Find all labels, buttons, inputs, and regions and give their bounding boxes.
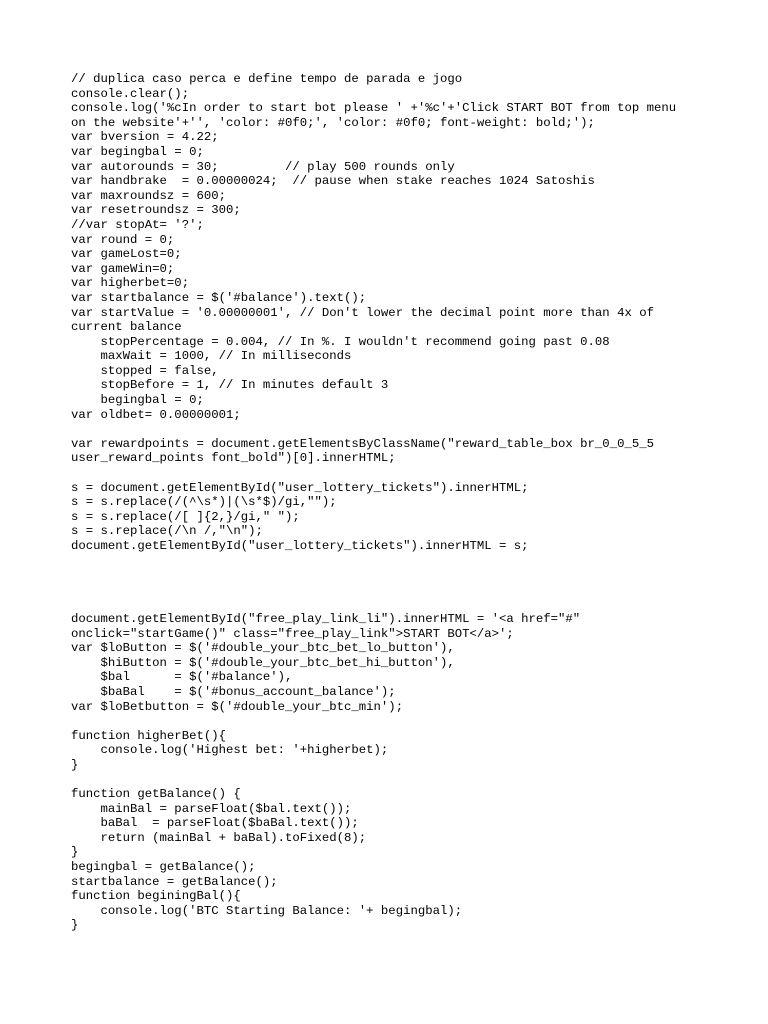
code-line [71,554,731,569]
code-line: stopped = false, [71,363,219,378]
code-line: function higherBet(){ [71,728,226,743]
code-listing [71,72,731,933]
code-line [71,583,731,598]
code-line: console.log('BTC Starting Balance: '+ begingbal); [71,903,463,918]
code-line [71,568,731,583]
code-line: var gameLost=0; [71,247,182,262]
code-line: var gameWin=0; [71,261,175,276]
code-line: s = s.replace(/\n /,"\n"); [71,524,263,539]
code-line: begingbal = getBalance(); [71,860,256,875]
code-line: user_reward_points font_bold")[0].innerHTML; [71,451,396,466]
code-line: var $loBetbutton = $('#double_your_btc_min'); [71,699,404,714]
code-line [71,773,731,788]
code-line: stopPercentage = 0.004, // In %. I wouldn't recommend going past 0.08 [71,334,610,349]
code-line: current balance [71,320,182,335]
code-line: var oldbet= 0.00000001; [71,407,241,422]
code-line: document.getElementById("free_play_link_li").innerHTML = '<a href="#" [71,611,581,626]
code-line: var autorounds = 30; // play 500 rounds only [71,159,455,174]
code-line: console.log('%cIn order to start bot please ' +'%c'+'Click START BOT from top menu [71,101,677,116]
code-line: s = s.replace(/[ ]{2,}/gi," "); [71,509,300,524]
code-line: } [71,918,79,933]
code-line: var resetroundsz = 300; [71,203,241,218]
code-line: $bal = $('#balance'), [71,670,293,685]
code-line [71,597,731,612]
code-line: var $loButton = $('#double_your_btc_bet_lo_button'), [71,641,455,656]
code-line [71,422,731,437]
code-line: var higherbet=0; [71,276,190,291]
code-line: $hiButton = $('#double_your_btc_bet_hi_button'), [71,655,455,670]
code-line: onclick="startGame()" class="free_play_link">START BOT</a>'; [71,626,514,641]
code-line: return (mainBal + baBal).toFixed(8); [71,830,367,845]
code-line: var maxroundsz = 600; [71,188,226,203]
code-line: document.getElementById("user_lottery_tickets").innerHTML = s; [71,539,529,553]
code-line: var handbrake = 0.00000024; // pause when stake reaches 1024 Satoshis [71,174,595,189]
code-line: var begingbal = 0; [71,144,204,159]
code-line: var round = 0; [71,232,175,247]
code-line: on the website'+'', 'color: #0f0;', 'color: #0f0; font-weight: bold;'); [71,115,595,130]
code-line: var startValue = '0.00000001', // Don't lower the decimal point more than 4x of [71,305,654,320]
code-line: var bversion = 4.22; [71,130,219,145]
code-line: // duplica caso perca e define tempo de parada e jogo [71,72,463,86]
code-line: } [71,757,79,772]
code-line: maxWait = 1000, // In milliseconds [71,349,352,364]
code-line [71,466,731,481]
code-line: begingbal = 0; [71,393,204,408]
code-line: mainBal = parseFloat($bal.text()); [71,801,352,816]
code-line: console.log('Highest bet: '+higherbet); [71,743,389,758]
code-line: s = document.getElementById("user_lottery_tickets").innerHTML; [71,480,529,495]
code-line: function beginingBal(){ [71,889,241,904]
code-line: s = s.replace(/(^\s*)|(\s*$)/gi,""); [71,495,337,510]
code-line: var startbalance = $('#balance').text(); [71,290,367,305]
code-line: startbalance = getBalance(); [71,874,278,889]
code-line: stopBefore = 1, // In minutes default 3 [71,378,389,393]
code-line [71,714,731,729]
code-line: var rewardpoints = document.getElementsByClassName("reward_table_box br_0_0_5_5 [71,436,654,451]
code-line: console.clear(); [71,86,190,101]
code-line: $baBal = $('#bonus_account_balance'); [71,684,396,699]
code-line: baBal = parseFloat($baBal.text()); [71,816,359,831]
code-line: } [71,845,79,860]
code-line: //var stopAt= '?'; [71,217,204,232]
code-line: function getBalance() { [71,787,241,802]
